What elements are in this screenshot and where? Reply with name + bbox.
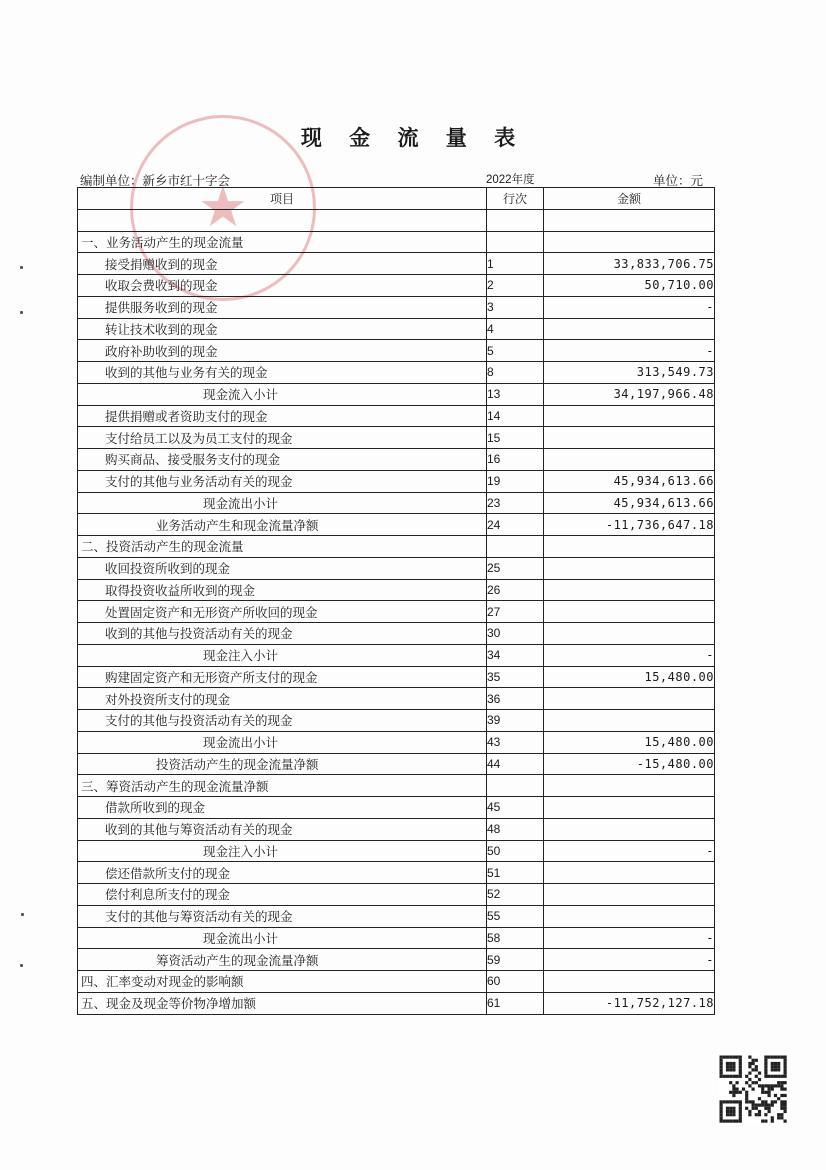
row-amount: 313,549.73	[544, 362, 715, 384]
row-item-label: 现金流出小计	[78, 492, 487, 514]
row-item-label: 购买商品、接受服务支付的现金	[78, 449, 487, 471]
row-amount: -	[544, 296, 715, 318]
row-line-number: 19	[487, 470, 544, 492]
row-line-number: 1	[487, 253, 544, 275]
row-line-number: 58	[487, 927, 544, 949]
row-item-label: 投资活动产生的现金流量净额	[78, 753, 487, 775]
row-line-number: 8	[487, 362, 544, 384]
table-row	[78, 253, 715, 275]
row-amount	[544, 818, 715, 840]
row-amount	[544, 579, 715, 601]
row-line-number: 35	[487, 666, 544, 688]
table-row	[78, 383, 715, 405]
scan-speck	[20, 266, 23, 269]
row-line-number: 34	[487, 644, 544, 666]
row-item-label: 支付的其他与业务活动有关的现金	[78, 470, 487, 492]
page-title: 现 金 流 量 表	[300, 125, 526, 150]
row-amount: -	[544, 840, 715, 862]
row-line-number	[487, 209, 544, 231]
table-row	[78, 775, 715, 797]
row-line-number: 16	[487, 449, 544, 471]
row-line-number: 51	[487, 862, 544, 884]
row-item-label: 现金流出小计	[78, 731, 487, 753]
table-row	[78, 840, 715, 862]
row-item-label: 支付给员工以及为员工支付的现金	[78, 427, 487, 449]
row-line-number: 60	[487, 971, 544, 993]
table-row	[78, 318, 715, 340]
row-amount: -	[544, 927, 715, 949]
reporting-unit: 编制单位：新乡市红十字会	[80, 173, 231, 188]
row-item-label: 现金流入小计	[78, 383, 487, 405]
row-amount: 45,934,613.66	[544, 470, 715, 492]
table-row	[78, 644, 715, 666]
table-row	[78, 688, 715, 710]
table-row	[78, 492, 715, 514]
table-row	[78, 905, 715, 927]
currency-unit: 单位：元	[653, 173, 704, 188]
row-amount	[544, 427, 715, 449]
row-item-label: 现金流出小计	[78, 927, 487, 949]
row-amount: -11,736,647.18	[544, 514, 715, 536]
table-row	[78, 818, 715, 840]
table-row	[78, 340, 715, 362]
row-line-number: 36	[487, 688, 544, 710]
scan-speck	[20, 964, 23, 967]
row-amount: -15,480.00	[544, 753, 715, 775]
header-item: 项目	[78, 188, 487, 210]
row-item-label: 收到的其他与投资活动有关的现金	[78, 623, 487, 645]
row-amount	[544, 536, 715, 558]
row-amount: -	[544, 340, 715, 362]
table-row	[78, 557, 715, 579]
table-row	[78, 949, 715, 971]
row-item-label: 筹资活动产生的现金流量净额	[78, 949, 487, 971]
row-item-label: 购建固定资产和无形资产所支付的现金	[78, 666, 487, 688]
row-item-label: 收到的其他与业务有关的现金	[78, 362, 487, 384]
table-row	[78, 449, 715, 471]
table-row	[78, 862, 715, 884]
table-row	[78, 731, 715, 753]
row-item-label: 偿付利息所支付的现金	[78, 884, 487, 906]
row-amount	[544, 623, 715, 645]
table-row	[78, 275, 715, 297]
row-line-number: 24	[487, 514, 544, 536]
table-row	[78, 579, 715, 601]
row-amount: 15,480.00	[544, 666, 715, 688]
row-line-number: 30	[487, 623, 544, 645]
row-amount	[544, 710, 715, 732]
row-amount: -	[544, 644, 715, 666]
row-item-label: 政府补助收到的现金	[78, 340, 487, 362]
row-line-number	[487, 775, 544, 797]
row-amount	[544, 209, 715, 231]
row-item-label: 现金注入小计	[78, 840, 487, 862]
row-line-number: 26	[487, 579, 544, 601]
row-amount	[544, 775, 715, 797]
row-line-number: 48	[487, 818, 544, 840]
row-item-label: 五、现金及现金等价物净增加额	[78, 992, 487, 1014]
row-line-number: 23	[487, 492, 544, 514]
row-item-label: 一、业务活动产生的现金流量	[78, 231, 487, 253]
row-line-number: 2	[487, 275, 544, 297]
table-row	[78, 971, 715, 993]
row-amount	[544, 405, 715, 427]
row-item-label: 三、筹资活动产生的现金流量净额	[78, 775, 487, 797]
row-line-number: 5	[487, 340, 544, 362]
table-row	[78, 623, 715, 645]
table-row	[78, 992, 715, 1014]
table-row	[78, 427, 715, 449]
row-amount	[544, 797, 715, 819]
row-amount: 15,480.00	[544, 731, 715, 753]
row-line-number: 27	[487, 601, 544, 623]
row-line-number: 45	[487, 797, 544, 819]
row-line-number	[487, 231, 544, 253]
row-line-number	[487, 536, 544, 558]
row-item-label: 支付的其他与投资活动有关的现金	[78, 710, 487, 732]
row-item-label: 支付的其他与筹资活动有关的现金	[78, 905, 487, 927]
table-row	[78, 536, 715, 558]
row-line-number: 50	[487, 840, 544, 862]
cash-flow-table	[77, 187, 715, 1015]
table-row	[78, 927, 715, 949]
row-amount: 33,833,706.75	[544, 253, 715, 275]
table-row	[78, 209, 715, 231]
qr-code-icon	[719, 1053, 787, 1125]
row-amount: -	[544, 949, 715, 971]
row-item-label: 取得投资收益所收到的现金	[78, 579, 487, 601]
table-row	[78, 797, 715, 819]
row-item-label: 处置固定资产和无形资产所收回的现金	[78, 601, 487, 623]
row-line-number: 4	[487, 318, 544, 340]
row-amount	[544, 231, 715, 253]
row-item-label	[78, 209, 487, 231]
table-row	[78, 470, 715, 492]
row-line-number: 15	[487, 427, 544, 449]
row-item-label: 业务活动产生和现金流量净额	[78, 514, 487, 536]
table-row	[78, 753, 715, 775]
table-row	[78, 296, 715, 318]
row-item-label: 接受捐赠收到的现金	[78, 253, 487, 275]
row-line-number: 61	[487, 992, 544, 1014]
table-row	[78, 405, 715, 427]
row-line-number: 52	[487, 884, 544, 906]
row-item-label: 借款所收到的现金	[78, 797, 487, 819]
row-amount	[544, 449, 715, 471]
row-item-label: 对外投资所支付的现金	[78, 688, 487, 710]
row-line-number: 3	[487, 296, 544, 318]
row-item-label: 提供服务收到的现金	[78, 296, 487, 318]
row-amount: 50,710.00	[544, 275, 715, 297]
header-amount: 金额	[544, 188, 715, 210]
row-line-number: 59	[487, 949, 544, 971]
row-line-number: 13	[487, 383, 544, 405]
row-item-label: 偿还借款所支付的现金	[78, 862, 487, 884]
row-item-label: 四、汇率变动对现金的影响额	[78, 971, 487, 993]
scan-speck	[20, 311, 23, 314]
row-item-label: 收取会费收到的现金	[78, 275, 487, 297]
row-line-number: 25	[487, 557, 544, 579]
row-item-label: 现金注入小计	[78, 644, 487, 666]
row-amount	[544, 557, 715, 579]
row-line-number: 39	[487, 710, 544, 732]
table-row	[78, 884, 715, 906]
row-item-label: 提供捐赠或者资助支付的现金	[78, 405, 487, 427]
row-line-number: 14	[487, 405, 544, 427]
row-item-label: 二、投资活动产生的现金流量	[78, 536, 487, 558]
row-amount	[544, 862, 715, 884]
row-line-number: 55	[487, 905, 544, 927]
table-row	[78, 710, 715, 732]
table-row	[78, 601, 715, 623]
row-amount	[544, 905, 715, 927]
row-amount: -11,752,127.18	[544, 992, 715, 1014]
row-item-label: 收回投资所收到的现金	[78, 557, 487, 579]
row-amount: 45,934,613.66	[544, 492, 715, 514]
row-item-label: 收到的其他与筹资活动有关的现金	[78, 818, 487, 840]
table-row	[78, 514, 715, 536]
scan-speck	[21, 913, 24, 916]
row-amount	[544, 688, 715, 710]
table-header-row	[78, 188, 715, 210]
row-amount	[544, 318, 715, 340]
row-amount	[544, 971, 715, 993]
row-amount	[544, 601, 715, 623]
table-row	[78, 231, 715, 253]
header-line-number: 行次	[487, 188, 544, 210]
row-line-number: 44	[487, 753, 544, 775]
report-year: 2022年度	[486, 174, 535, 186]
star-icon: ★	[197, 175, 249, 240]
table-row	[78, 362, 715, 384]
row-amount: 34,197,966.48	[544, 383, 715, 405]
row-line-number: 43	[487, 731, 544, 753]
row-amount	[544, 884, 715, 906]
table-row	[78, 666, 715, 688]
row-item-label: 转让技术收到的现金	[78, 318, 487, 340]
